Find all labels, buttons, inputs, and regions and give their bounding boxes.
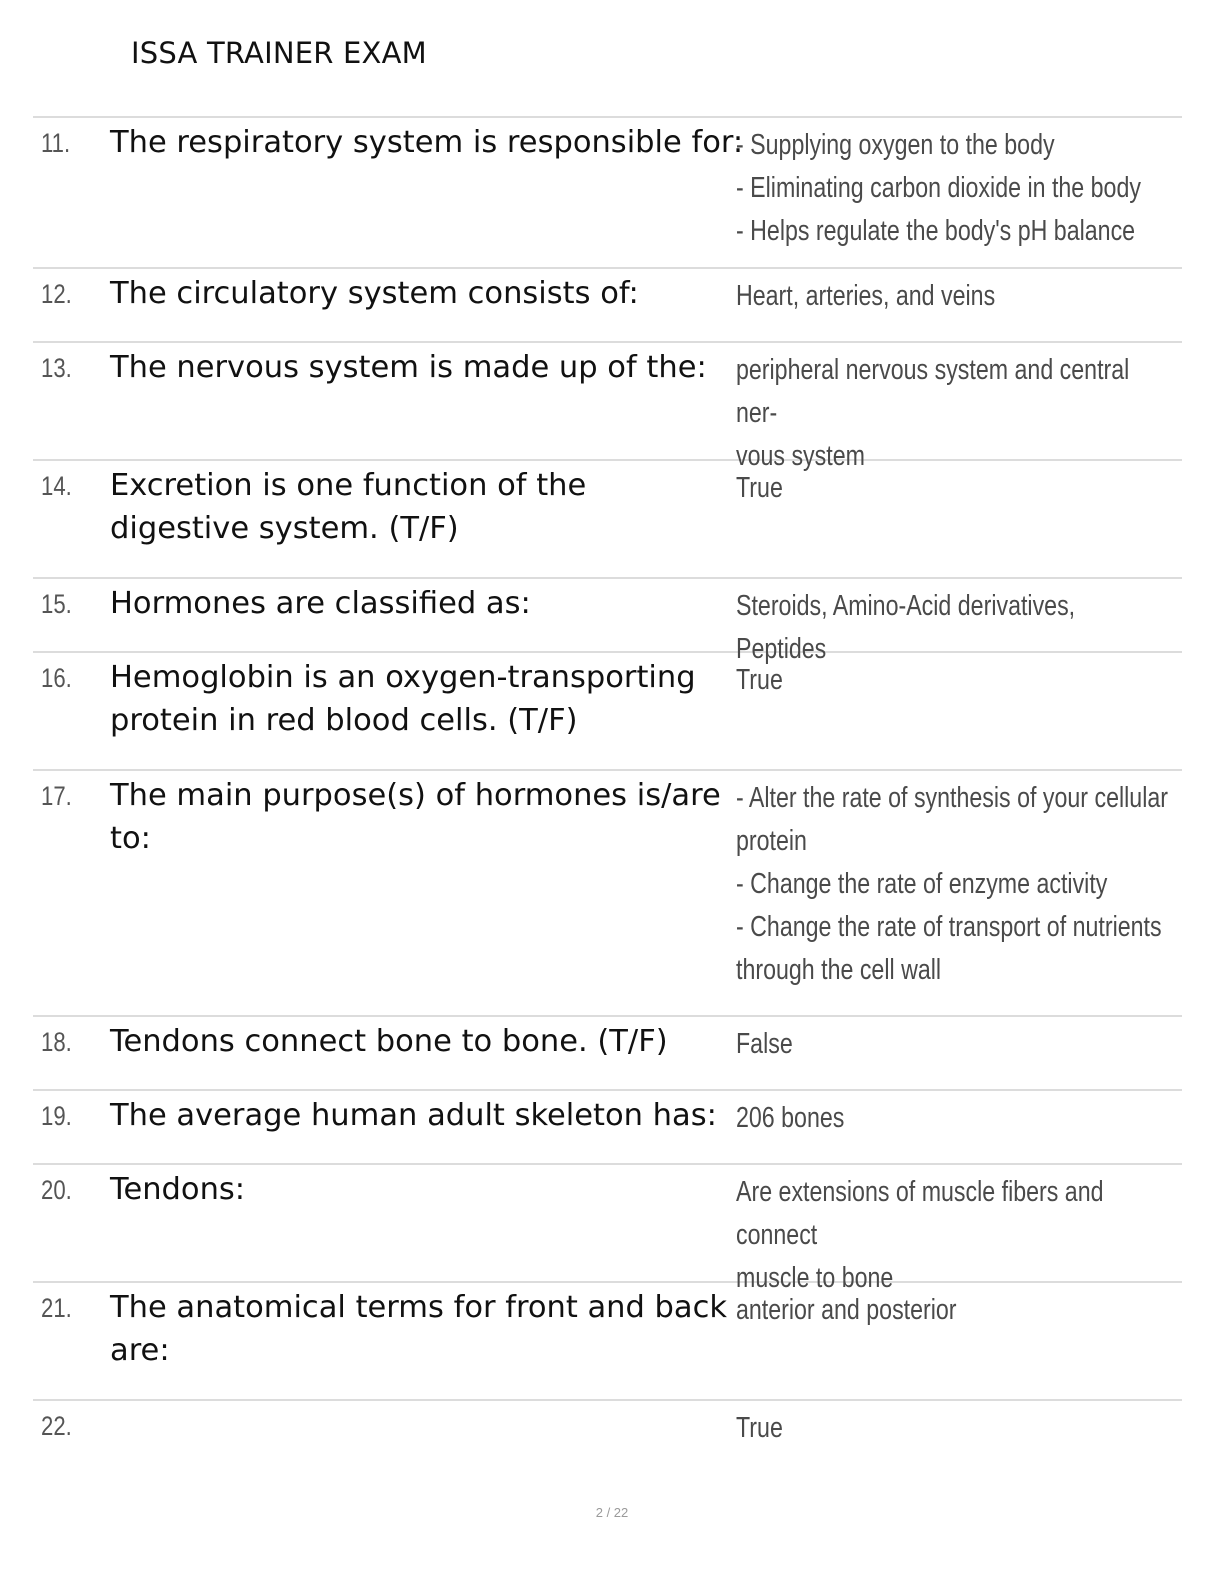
answer-text: True xyxy=(736,472,783,504)
question-text: The circulatory system consists of: xyxy=(110,276,639,311)
table-row xyxy=(33,118,1182,269)
question-number: 16. xyxy=(41,663,72,693)
answer-text: False xyxy=(736,1028,793,1060)
question-number: 18. xyxy=(41,1027,72,1057)
question-text: Hormones are classified as: xyxy=(110,586,531,621)
answer-text: Steroids, Amino-Acid derivatives, Peptides xyxy=(736,590,1076,665)
question-text: The anatomical terms for front and back are: xyxy=(110,1290,728,1368)
question-number: 14. xyxy=(41,471,72,501)
table-row xyxy=(33,343,1182,472)
question-text: The respiratory system is responsible for: xyxy=(110,125,744,160)
answer-text: 206 bones xyxy=(736,1102,845,1134)
question-number: 11. xyxy=(41,128,71,158)
page-number: 2 / 22 xyxy=(595,1505,629,1520)
document-title: ISSA TRAINER EXAM xyxy=(131,36,427,70)
question-number: 17. xyxy=(41,781,72,811)
table-row xyxy=(33,1165,1182,1294)
question-text: Tendons connect bone to bone. (T/F) xyxy=(110,1024,668,1059)
table-row xyxy=(33,1017,1182,1091)
question-number: 15. xyxy=(41,589,72,619)
question-text: Tendons: xyxy=(110,1172,246,1207)
question-number: 13. xyxy=(41,353,72,383)
answer-text: - Supplying oxygen to the body - Eliminating carbon dioxide in the body - Helps regulate the body's pH balance xyxy=(736,129,1141,247)
table-row xyxy=(33,771,1182,1017)
answer-text: True xyxy=(736,1412,783,1444)
table-row xyxy=(33,1401,1182,1481)
question-number: 22. xyxy=(41,1411,72,1441)
answer-text: Heart, arteries, and veins xyxy=(736,280,996,312)
table-row xyxy=(33,269,1182,343)
answer-text: Are extensions of muscle fibers and connect muscle to bone xyxy=(736,1176,1104,1294)
table-row xyxy=(33,461,1182,579)
question-number: 12. xyxy=(41,279,72,309)
table-row xyxy=(33,1283,1182,1401)
question-text: The nervous system is made up of the: xyxy=(110,350,707,385)
answer-text: - Alter the rate of synthesis of your cellular protein - Change the rate of enzyme activity - Change the rate of transport of nutrients through the cell wall xyxy=(736,782,1168,986)
table-row xyxy=(33,653,1182,771)
table-row xyxy=(33,579,1182,665)
answer-text: peripheral nervous system and central ner- vous system xyxy=(736,354,1130,472)
question-number: 21. xyxy=(41,1293,72,1323)
answer-text: anterior and posterior xyxy=(736,1294,957,1326)
answer-text: True xyxy=(736,664,783,696)
question-text: Excretion is one function of the digestive system. (T/F) xyxy=(110,468,587,546)
question-text: Hemoglobin is an oxygen-transporting protein in red blood cells. (T/F) xyxy=(110,660,696,738)
table-row xyxy=(33,1091,1182,1165)
question-number: 19. xyxy=(41,1101,72,1131)
qa-table xyxy=(33,116,1182,1481)
question-text: The main purpose(s) of hormones is/are to: xyxy=(110,778,721,856)
question-number: 20. xyxy=(41,1175,72,1205)
question-text: The average human adult skeleton has: xyxy=(110,1098,717,1133)
